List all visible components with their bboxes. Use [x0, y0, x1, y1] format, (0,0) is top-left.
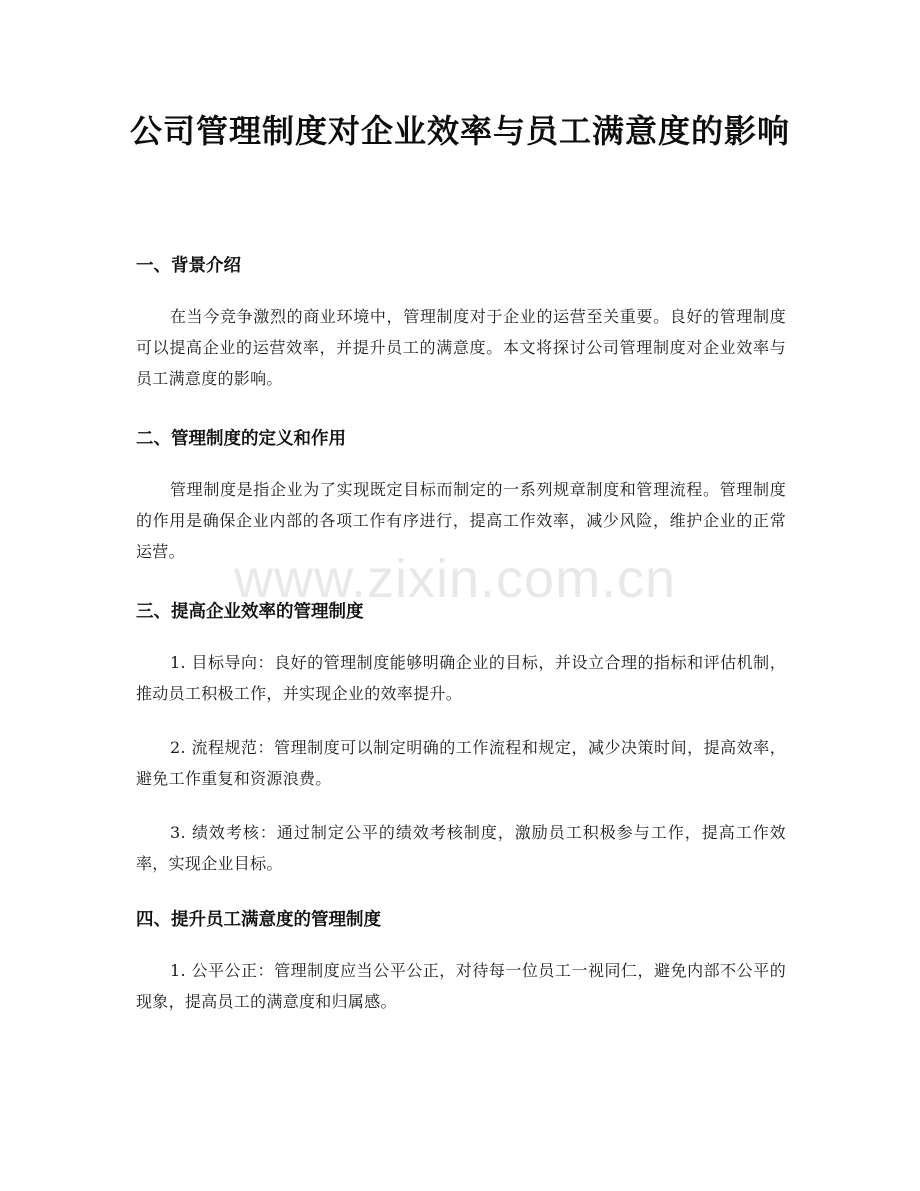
paragraph-definition: 管理制度是指企业为了实现既定目标而制定的一系列规章制度和管理流程。管理制度的作用是确保企业内部的各项工作有序进行，提高工作效率，减少风险，维护企业的正常运营。: [136, 480, 786, 561]
document-title: 公司管理制度对企业效率与员工满意度的影响: [129, 112, 790, 150]
section-heading-background: 一、背景介绍: [136, 256, 241, 276]
paragraph-satisfaction-1: 1. 公平公正：管理制度应当公平公正，对待每一位员工一视同仁，避免内部不公平的现象，提高员工的满意度和归属感。: [136, 961, 786, 1011]
paragraph-efficiency-1: 1. 目标导向：良好的管理制度能够明确企业的目标，并设立合理的指标和评估机制，推动员工积极工作，并实现企业的效率提升。: [136, 653, 786, 703]
paragraph-efficiency-2: 2. 流程规范：管理制度可以制定明确的工作流程和规定，减少决策时间，提高效率，避免工作重复和资源浪费。: [136, 738, 786, 788]
paragraph-efficiency-3: 3. 绩效考核：通过制定公平的绩效考核制度，激励员工积极参与工作，提高工作效率，实现企业目标。: [136, 823, 786, 873]
section-heading-definition: 二、管理制度的定义和作用: [136, 429, 346, 449]
section-heading-satisfaction: 四、提升员工满意度的管理制度: [136, 910, 381, 930]
watermark-text: www.zixin.com.cn: [234, 549, 677, 609]
paragraph-background: 在当今竞争激烈的商业环境中，管理制度对于企业的运营至关重要。良好的管理制度可以提高企业的运营效率，并提升员工的满意度。本文将探讨公司管理制度对企业效率与员工满意度的影响。: [136, 307, 786, 388]
section-heading-efficiency: 三、提高企业效率的管理制度: [136, 602, 364, 622]
